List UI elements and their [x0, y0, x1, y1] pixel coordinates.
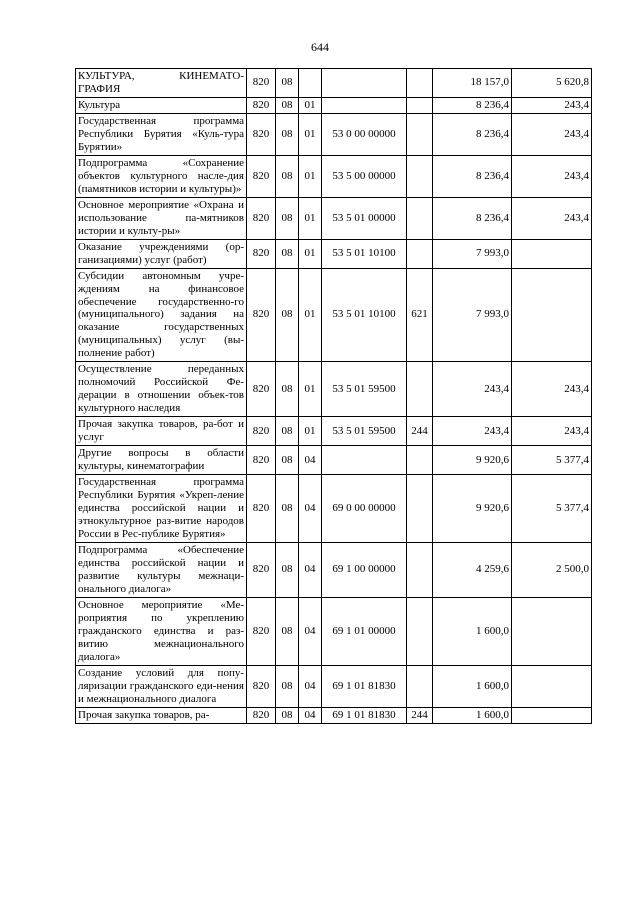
table-row [76, 155, 592, 197]
cell-target-article: 53 5 01 59500 [322, 362, 407, 417]
cell-amount-total: 9 920,6 [433, 446, 512, 475]
cell-name: Субсидии автономным учре-ждениям на финансовое обеспечение государственно-го (муниципального) задания на оказание государственных (муниципальных) услуг (вы-полнение работ) [76, 268, 247, 362]
cell-section-code: 08 [276, 97, 299, 113]
cell-amount-federal: 243,4 [512, 97, 592, 113]
table-row [76, 597, 592, 665]
table-row [76, 69, 592, 98]
cell-ministry-code: 820 [247, 268, 276, 362]
cell-amount-federal [512, 268, 592, 362]
cell-target-article [322, 446, 407, 475]
cell-amount-total: 243,4 [433, 362, 512, 417]
cell-subsection-code: 04 [299, 597, 322, 665]
cell-name: Прочая закупка товаров, ра- [76, 707, 247, 723]
table-row [76, 707, 592, 723]
cell-expense-type [407, 475, 433, 543]
cell-section-code: 08 [276, 665, 299, 707]
cell-subsection-code: 04 [299, 542, 322, 597]
cell-amount-total: 243,4 [433, 417, 512, 446]
cell-amount-total: 1 600,0 [433, 665, 512, 707]
cell-ministry-code: 820 [247, 475, 276, 543]
cell-name: Основное мероприятие «Охрана и использование па-мятников истории и культу-ры» [76, 197, 247, 239]
cell-expense-type [407, 446, 433, 475]
cell-section-code: 08 [276, 197, 299, 239]
cell-ministry-code: 820 [247, 542, 276, 597]
cell-subsection-code: 04 [299, 707, 322, 723]
cell-subsection-code: 01 [299, 197, 322, 239]
cell-name: КУЛЬТУРА, КИНЕМАТО-ГРАФИЯ [76, 69, 247, 98]
cell-subsection-code: 01 [299, 97, 322, 113]
cell-expense-type [407, 597, 433, 665]
cell-section-code: 08 [276, 268, 299, 362]
cell-section-code: 08 [276, 239, 299, 268]
cell-name: Подпрограмма «Сохранение объектов культурного насле-дия (памятников истории и культуры)» [76, 155, 247, 197]
table-row [76, 197, 592, 239]
table-row [76, 362, 592, 417]
cell-ministry-code: 820 [247, 362, 276, 417]
cell-target-article: 69 1 00 00000 [322, 542, 407, 597]
cell-amount-federal [512, 597, 592, 665]
cell-target-article: 69 1 01 81830 [322, 665, 407, 707]
cell-amount-federal: 243,4 [512, 197, 592, 239]
cell-target-article: 53 5 00 00000 [322, 155, 407, 197]
cell-amount-federal: 243,4 [512, 155, 592, 197]
cell-target-article: 53 5 01 59500 [322, 417, 407, 446]
cell-subsection-code: 01 [299, 155, 322, 197]
table-row [76, 113, 592, 155]
cell-target-article: 53 0 00 00000 [322, 113, 407, 155]
cell-amount-federal: 5 620,8 [512, 69, 592, 98]
cell-amount-total: 8 236,4 [433, 97, 512, 113]
cell-section-code: 08 [276, 362, 299, 417]
table-row [76, 268, 592, 362]
cell-amount-total: 8 236,4 [433, 155, 512, 197]
cell-expense-type [407, 97, 433, 113]
cell-amount-total: 1 600,0 [433, 597, 512, 665]
cell-expense-type [407, 362, 433, 417]
cell-amount-total: 7 993,0 [433, 239, 512, 268]
cell-amount-federal: 243,4 [512, 417, 592, 446]
cell-subsection-code [299, 69, 322, 98]
cell-amount-federal: 5 377,4 [512, 446, 592, 475]
cell-section-code: 08 [276, 155, 299, 197]
table-row [76, 665, 592, 707]
table-body [76, 69, 592, 724]
cell-expense-type [407, 542, 433, 597]
cell-name: Основное мероприятие «Ме-роприятия по укреплению гражданского единства и раз-витию межнационального диалога» [76, 597, 247, 665]
cell-section-code: 08 [276, 707, 299, 723]
table-row [76, 239, 592, 268]
table-row [76, 417, 592, 446]
cell-amount-total: 9 920,6 [433, 475, 512, 543]
cell-name: Прочая закупка товаров, ра-бот и услуг [76, 417, 247, 446]
cell-expense-type [407, 69, 433, 98]
cell-ministry-code: 820 [247, 155, 276, 197]
cell-section-code: 08 [276, 597, 299, 665]
cell-amount-total: 1 600,0 [433, 707, 512, 723]
cell-target-article [322, 97, 407, 113]
cell-expense-type [407, 239, 433, 268]
cell-ministry-code: 820 [247, 113, 276, 155]
cell-name: Подпрограмма «Обеспечение единства российской нации и развитие культуры межнаци-онального диалога» [76, 542, 247, 597]
cell-subsection-code: 01 [299, 362, 322, 417]
cell-target-article: 69 1 01 81830 [322, 707, 407, 723]
cell-amount-total: 8 236,4 [433, 113, 512, 155]
cell-section-code: 08 [276, 417, 299, 446]
cell-ministry-code: 820 [247, 239, 276, 268]
table-row [76, 475, 592, 543]
table-row [76, 542, 592, 597]
cell-target-article: 69 1 01 00000 [322, 597, 407, 665]
cell-ministry-code: 820 [247, 97, 276, 113]
cell-ministry-code: 820 [247, 707, 276, 723]
cell-amount-federal [512, 665, 592, 707]
cell-expense-type: 244 [407, 417, 433, 446]
cell-ministry-code: 820 [247, 197, 276, 239]
cell-amount-total: 8 236,4 [433, 197, 512, 239]
cell-expense-type [407, 665, 433, 707]
cell-target-article: 53 5 01 10100 [322, 239, 407, 268]
cell-expense-type: 244 [407, 707, 433, 723]
cell-ministry-code: 820 [247, 597, 276, 665]
cell-amount-total: 7 993,0 [433, 268, 512, 362]
cell-expense-type [407, 155, 433, 197]
cell-target-article [322, 69, 407, 98]
cell-subsection-code: 01 [299, 239, 322, 268]
cell-section-code: 08 [276, 113, 299, 155]
cell-expense-type [407, 113, 433, 155]
cell-amount-federal [512, 239, 592, 268]
cell-ministry-code: 820 [247, 665, 276, 707]
cell-subsection-code: 01 [299, 417, 322, 446]
table-row [76, 97, 592, 113]
cell-section-code: 08 [276, 69, 299, 98]
cell-ministry-code: 820 [247, 446, 276, 475]
table-row [76, 446, 592, 475]
budget-table [75, 68, 592, 724]
cell-section-code: 08 [276, 446, 299, 475]
page-number: 644 [311, 40, 329, 54]
cell-target-article: 69 0 00 00000 [322, 475, 407, 543]
cell-amount-federal: 243,4 [512, 362, 592, 417]
cell-name: Культура [76, 97, 247, 113]
cell-subsection-code: 04 [299, 665, 322, 707]
cell-name: Другие вопросы в области культуры, кинематографии [76, 446, 247, 475]
cell-subsection-code: 04 [299, 475, 322, 543]
cell-expense-type: 621 [407, 268, 433, 362]
cell-amount-federal [512, 707, 592, 723]
cell-name: Создание условий для попу-ляризации гражданского еди-нения и межнационального диалога [76, 665, 247, 707]
cell-amount-total: 18 157,0 [433, 69, 512, 98]
cell-subsection-code: 01 [299, 268, 322, 362]
cell-name: Оказание учреждениями (ор-ганизациями) услуг (работ) [76, 239, 247, 268]
cell-target-article: 53 5 01 10100 [322, 268, 407, 362]
cell-target-article: 53 5 01 00000 [322, 197, 407, 239]
cell-ministry-code: 820 [247, 69, 276, 98]
cell-name: Государственная программа Республики Бурятия «Укреп-ление единства российской нации и этнокультурное раз-витие народов России в Рес-публике Бурятия» [76, 475, 247, 543]
cell-expense-type [407, 197, 433, 239]
cell-ministry-code: 820 [247, 417, 276, 446]
cell-amount-total: 4 259,6 [433, 542, 512, 597]
cell-amount-federal: 243,4 [512, 113, 592, 155]
cell-amount-federal: 5 377,4 [512, 475, 592, 543]
cell-name: Государственная программа Республики Бурятия «Куль-тура Бурятии» [76, 113, 247, 155]
cell-name: Осуществление переданных полномочий Российской Фе-дерации в отношении объек-тов культурного наследия [76, 362, 247, 417]
cell-section-code: 08 [276, 542, 299, 597]
cell-subsection-code: 04 [299, 446, 322, 475]
cell-section-code: 08 [276, 475, 299, 543]
cell-amount-federal: 2 500,0 [512, 542, 592, 597]
cell-subsection-code: 01 [299, 113, 322, 155]
